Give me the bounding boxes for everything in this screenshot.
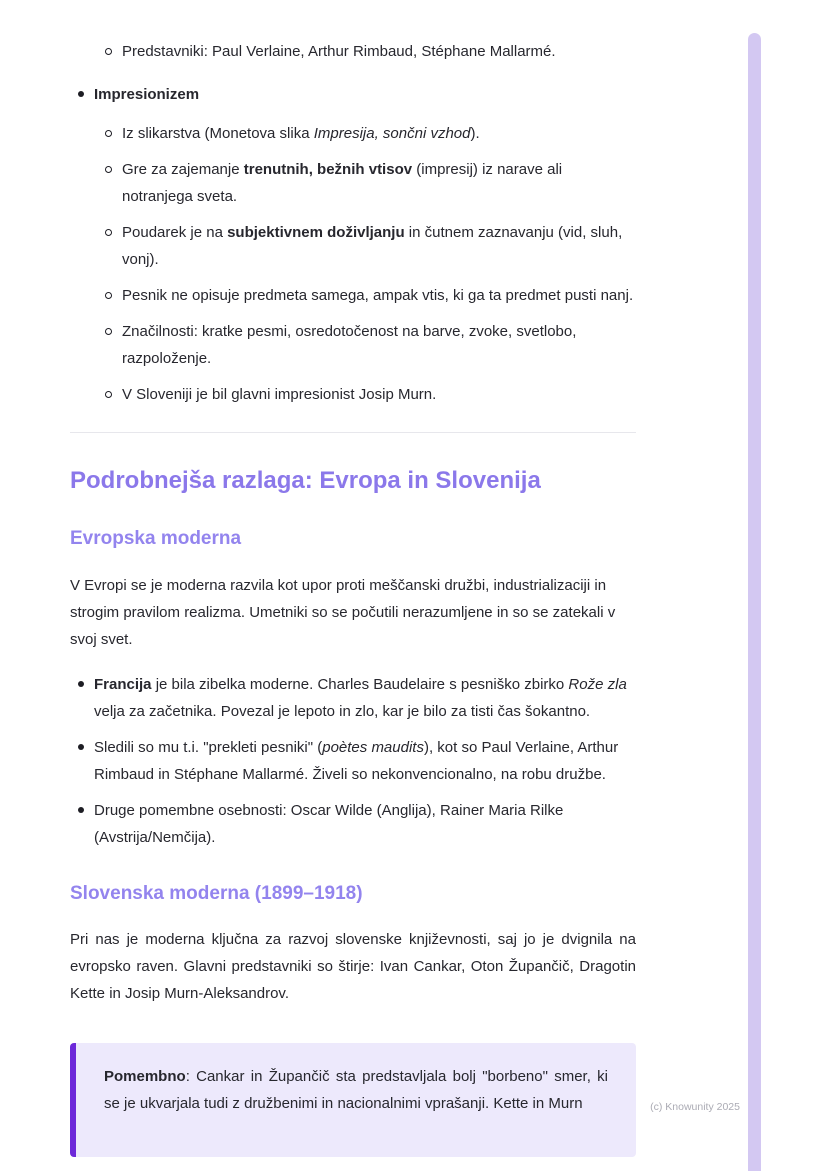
bullet-icon [78,744,84,750]
outline-list [70,38,636,408]
list-item [70,671,636,725]
scrollbar-thumb[interactable] [748,33,761,1171]
subsection-heading-evropska: Evropska moderna [70,528,242,550]
list-item [70,156,636,210]
list-item-text: Predstavniki: Paul Verlaine, Arthur Rimbaud, Stéphane Mallarmé. [122,43,556,60]
list-item-text: Iz slikarstva (Monetova slika Impresija, sončni vzhod). [122,125,480,142]
list-item [70,797,636,851]
callout-text: Pomembno: Cankar in Župančič sta predstavljala bolj "borbeno" smer, ki se je ukvarjala tudi z družbenimi in nacionalnimi vprašanji. Kette in Murn [104,1068,608,1113]
subsection-heading-slovenska: Slovenska moderna (1899–1918) [70,882,363,904]
paragraph-evropska-intro: V Evropi se je moderna razvila kot upor proti meščanski družbi, industrializaciji in strogim pravilom realizma. Umetniki so se počutili nerazumljene in so se zatekali v svoj svet. [70,576,616,648]
list-item-text: Gre za zajemanje trenutnih, bežnih vtisov (impresij) iz narave ali notranjega sveta. [122,161,563,205]
circle-bullet-icon [105,48,112,55]
bullet-icon [78,681,84,687]
list-item [70,734,636,788]
circle-bullet-icon [105,229,112,236]
paragraph-slovenska-intro: Pri nas je moderna ključna za razvoj slovenske književnosti, saj jo je dvignila na evropsko raven. Glavni predstavniki so štirje: Ivan Cankar, Oton Župančič, Dragotin Kette in Josip Murn-Aleksandrov. [70,931,636,1003]
list-item-impresionizem [70,81,636,108]
list-item [70,282,636,309]
list-item-text: Sledili so mu t.i. "prekleti pesniki" (poètes maudits), kot so Paul Verlaine, Arthur Rimbaud in Stéphane Mallarmé. Živeli so nekonvencionalno, na robu družbe. [94,738,619,783]
copyright-note: (c) Knowunity 2025 [650,1101,740,1113]
list-item-text: V Sloveniji je bil glavni impresionist Josip Murn. [122,386,437,403]
list-item-text: Pesnik ne opisuje predmeta samega, ampak vtis, ki ga ta predmet pusti nanj. [122,287,634,304]
circle-bullet-icon [105,166,112,173]
bullet-icon [78,91,84,97]
list-item-text: Značilnosti: kratke pesmi, osredotočenost na barve, zvoke, svetlobo, razpoloženje. [122,323,577,367]
list-item [70,219,636,273]
list-item [70,381,636,408]
list-item [70,38,636,65]
list-item [70,318,636,372]
list-item [70,120,636,147]
section-heading: Podrobnejša razlaga: Evropa in Slovenija [70,467,541,494]
evropska-list [70,671,636,851]
circle-bullet-icon [105,328,112,335]
circle-bullet-icon [105,292,112,299]
circle-bullet-icon [105,391,112,398]
section-divider [70,432,636,433]
list-item-text: Poudarek je na subjektivnem doživljanju in čutnem zaznavanju (vid, sluh, vonj). [122,224,623,268]
circle-bullet-icon [105,130,112,137]
list-item-text: Francija je bila zibelka moderne. Charles Baudelaire s pesniško zbirko Rože zla velja za začetnika. Povezal je lepoto in zlo, kar je bilo za tisti čas šokantno. [94,675,627,720]
bullet-icon [78,807,84,813]
list-item-text: Impresionizem [94,86,200,103]
important-callout [70,1043,636,1157]
document-page [70,38,636,1157]
list-item-text: Druge pomembne osebnosti: Oscar Wilde (Anglija), Rainer Maria Rilke (Avstrija/Nemčija). [94,801,564,846]
